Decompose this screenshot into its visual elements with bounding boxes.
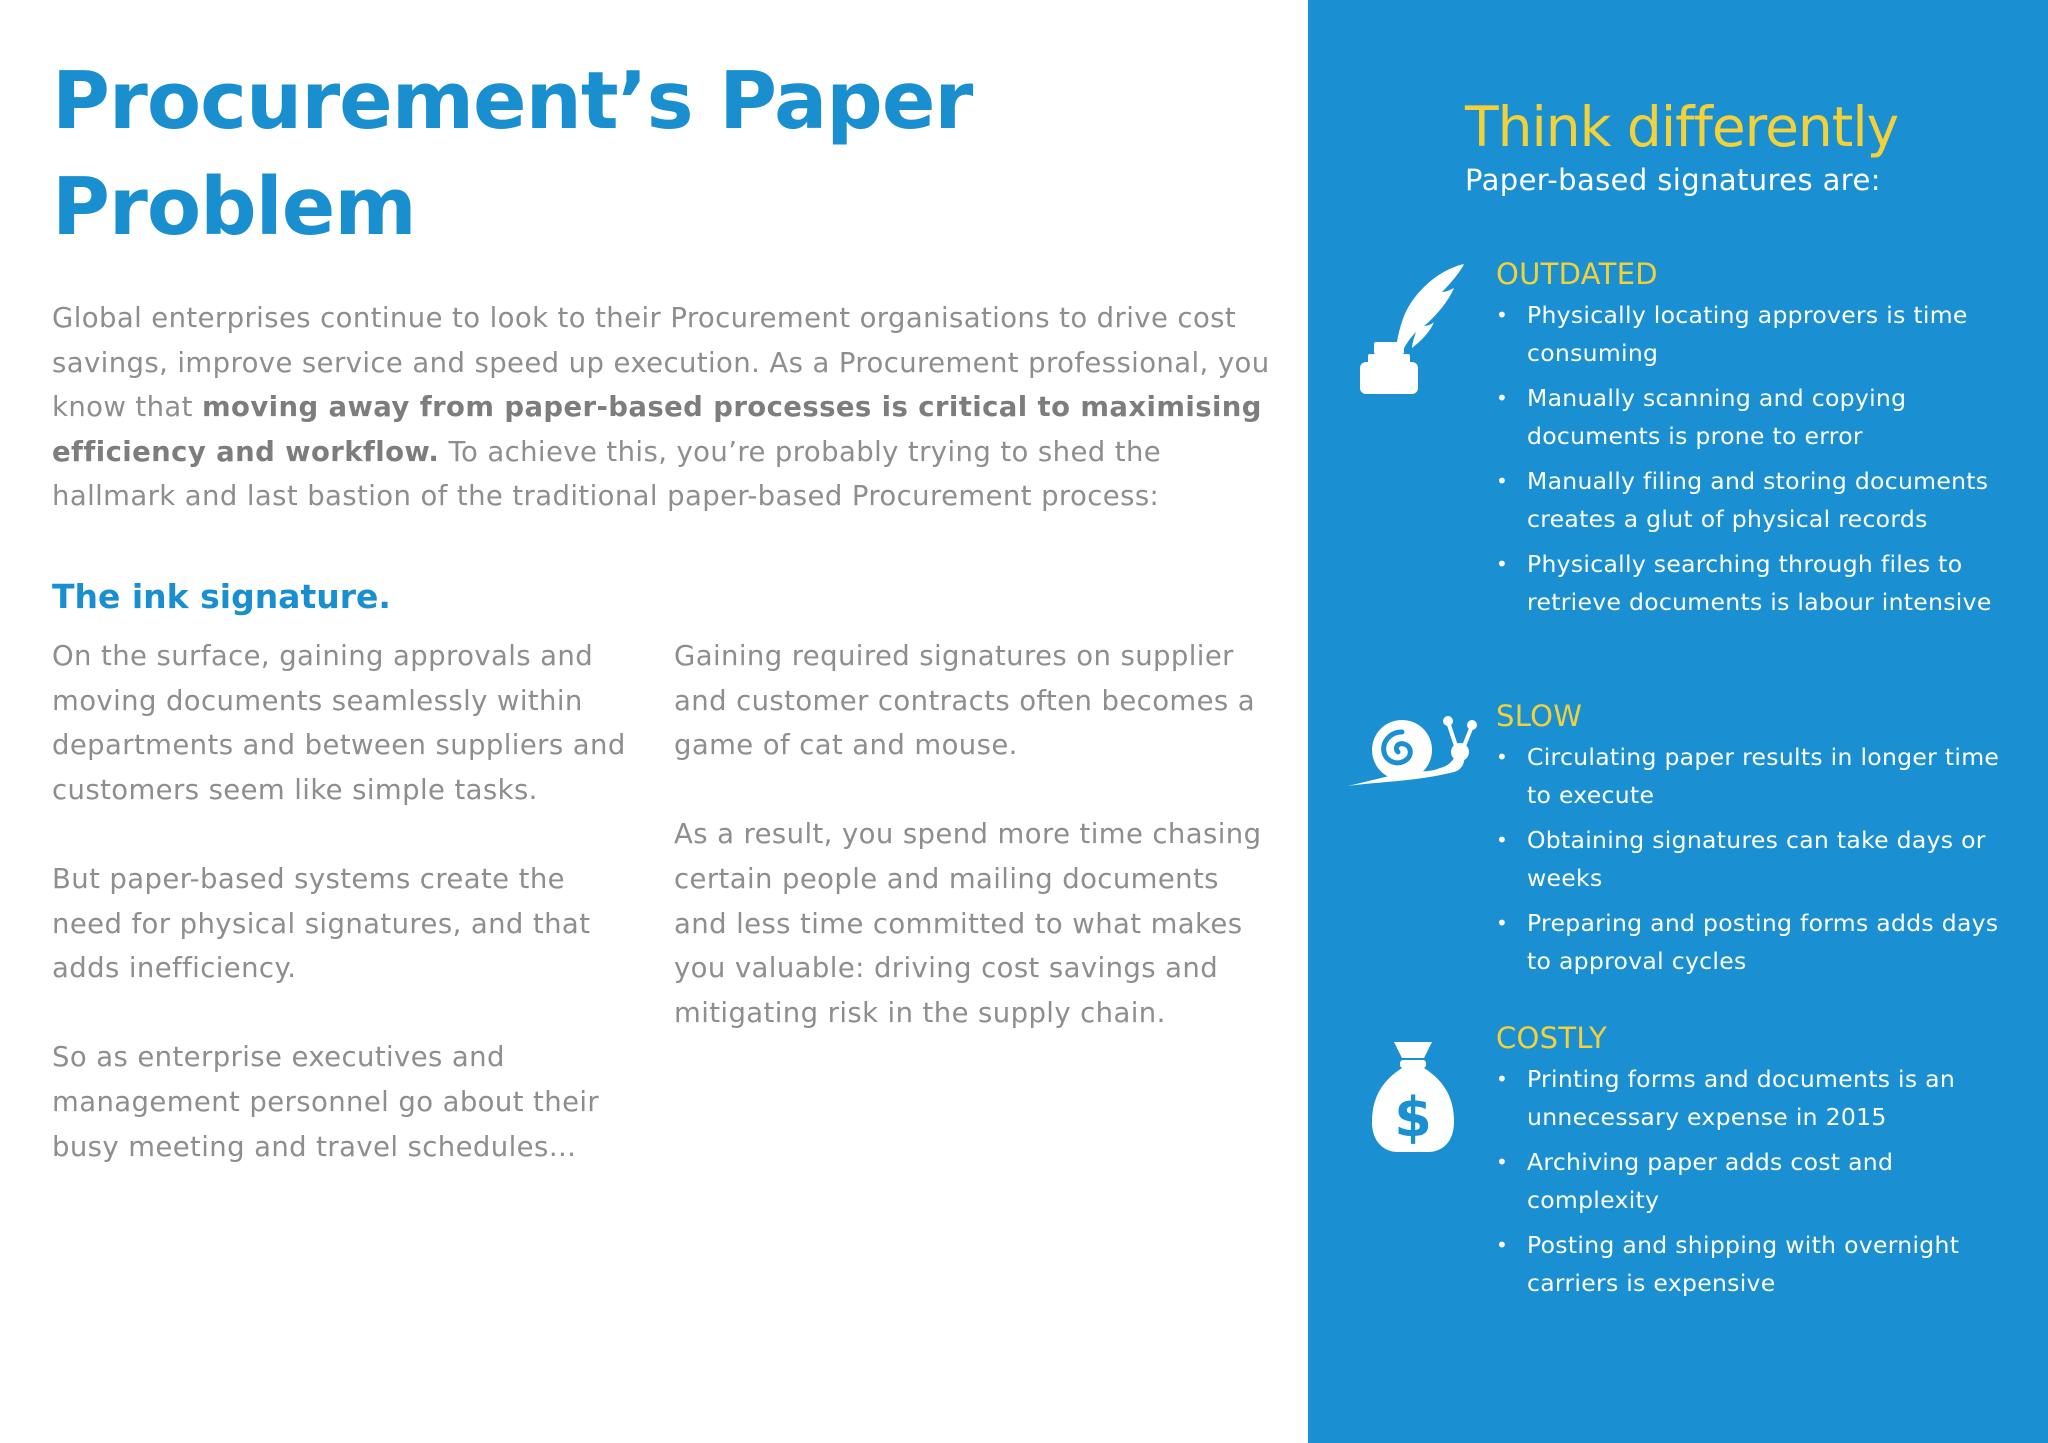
list-item: • Preparing and posting forms adds days to approval cycles [1496, 904, 2016, 980]
paragraph: But paper-based systems create the need for physical signatures, and that adds inefficiency. [52, 862, 591, 985]
sidebar-heading: Think differently [1465, 95, 1899, 159]
list-item: • Obtaining signatures can take days or weeks [1496, 821, 2016, 897]
text-column-left [52, 634, 642, 1214]
section-costly [1496, 1016, 2016, 1309]
section-title: COSTLY [1496, 1021, 1608, 1055]
paragraph: On the surface, gaining approvals and moving documents seamlessly within departments and between suppliers and customers seem like simple tasks. [52, 640, 626, 806]
list-item: • Physically searching through files to retrieve documents is labour intensive [1496, 545, 2016, 621]
section-title: SLOW [1496, 699, 1583, 733]
list-item: • Posting and shipping with overnight carriers is expensive [1496, 1226, 2016, 1302]
section-title: OUTDATED [1496, 257, 1658, 291]
svg-text:$: $ [1394, 1086, 1432, 1149]
list-item: • Physically locating approvers is time consuming [1496, 296, 2016, 372]
list-item: • Printing forms and documents is an unnecessary expense in 2015 [1496, 1060, 2016, 1136]
paragraph: So as enterprise executives and management personnel go about their busy meeting and travel schedules… [52, 1041, 600, 1163]
intro-bold-text: moving away from paper-based processes is critical to maximising efficiency and workflow. [52, 391, 1262, 468]
bullet-list [1496, 296, 2016, 621]
text-column-right [674, 634, 1274, 1080]
intro-text-end: To achieve this, you’re probably trying to shed the hallmark and last bastion of the traditional paper-based Procurement process: [52, 435, 1162, 513]
money-bag-icon [1368, 1038, 1458, 1158]
quill-ink-icon [1352, 258, 1470, 396]
list-item: • Circulating paper results in longer time to execute [1496, 738, 2016, 814]
paragraph: As a result, you spend more time chasing certain people and mailing documents and less time committed to what makes you valuable: driving cost savings and mitigating risk in the supply chain. [674, 818, 1262, 1029]
list-item: • Manually filing and storing documents creates a glut of physical records [1496, 462, 2016, 538]
page-title: Procurement’s Paper Problem [52, 55, 973, 253]
sidebar-panel [1308, 0, 2048, 1443]
paragraph: Gaining required signatures on supplier and customer contracts often becomes a game of cat and mouse. [674, 640, 1256, 762]
intro-paragraph [52, 296, 1282, 519]
bullet-list [1496, 738, 2016, 980]
list-item: • Archiving paper adds cost and complexity [1496, 1143, 2016, 1219]
bullet-list [1496, 1060, 2016, 1302]
ink-signature-heading: The ink signature. [52, 577, 391, 616]
section-outdated [1496, 252, 2016, 628]
section-slow [1496, 694, 2016, 987]
snail-icon [1344, 712, 1480, 796]
list-item: • Manually scanning and copying documents is prone to error [1496, 379, 2016, 455]
intro-text-start: Global enterprises continue to look to their Procurement organisations to drive cost savings, improve service and speed up execution. As a Procurement professional, you know that [52, 302, 1270, 424]
sidebar-subheading: Paper-based signatures are: [1465, 163, 1881, 197]
